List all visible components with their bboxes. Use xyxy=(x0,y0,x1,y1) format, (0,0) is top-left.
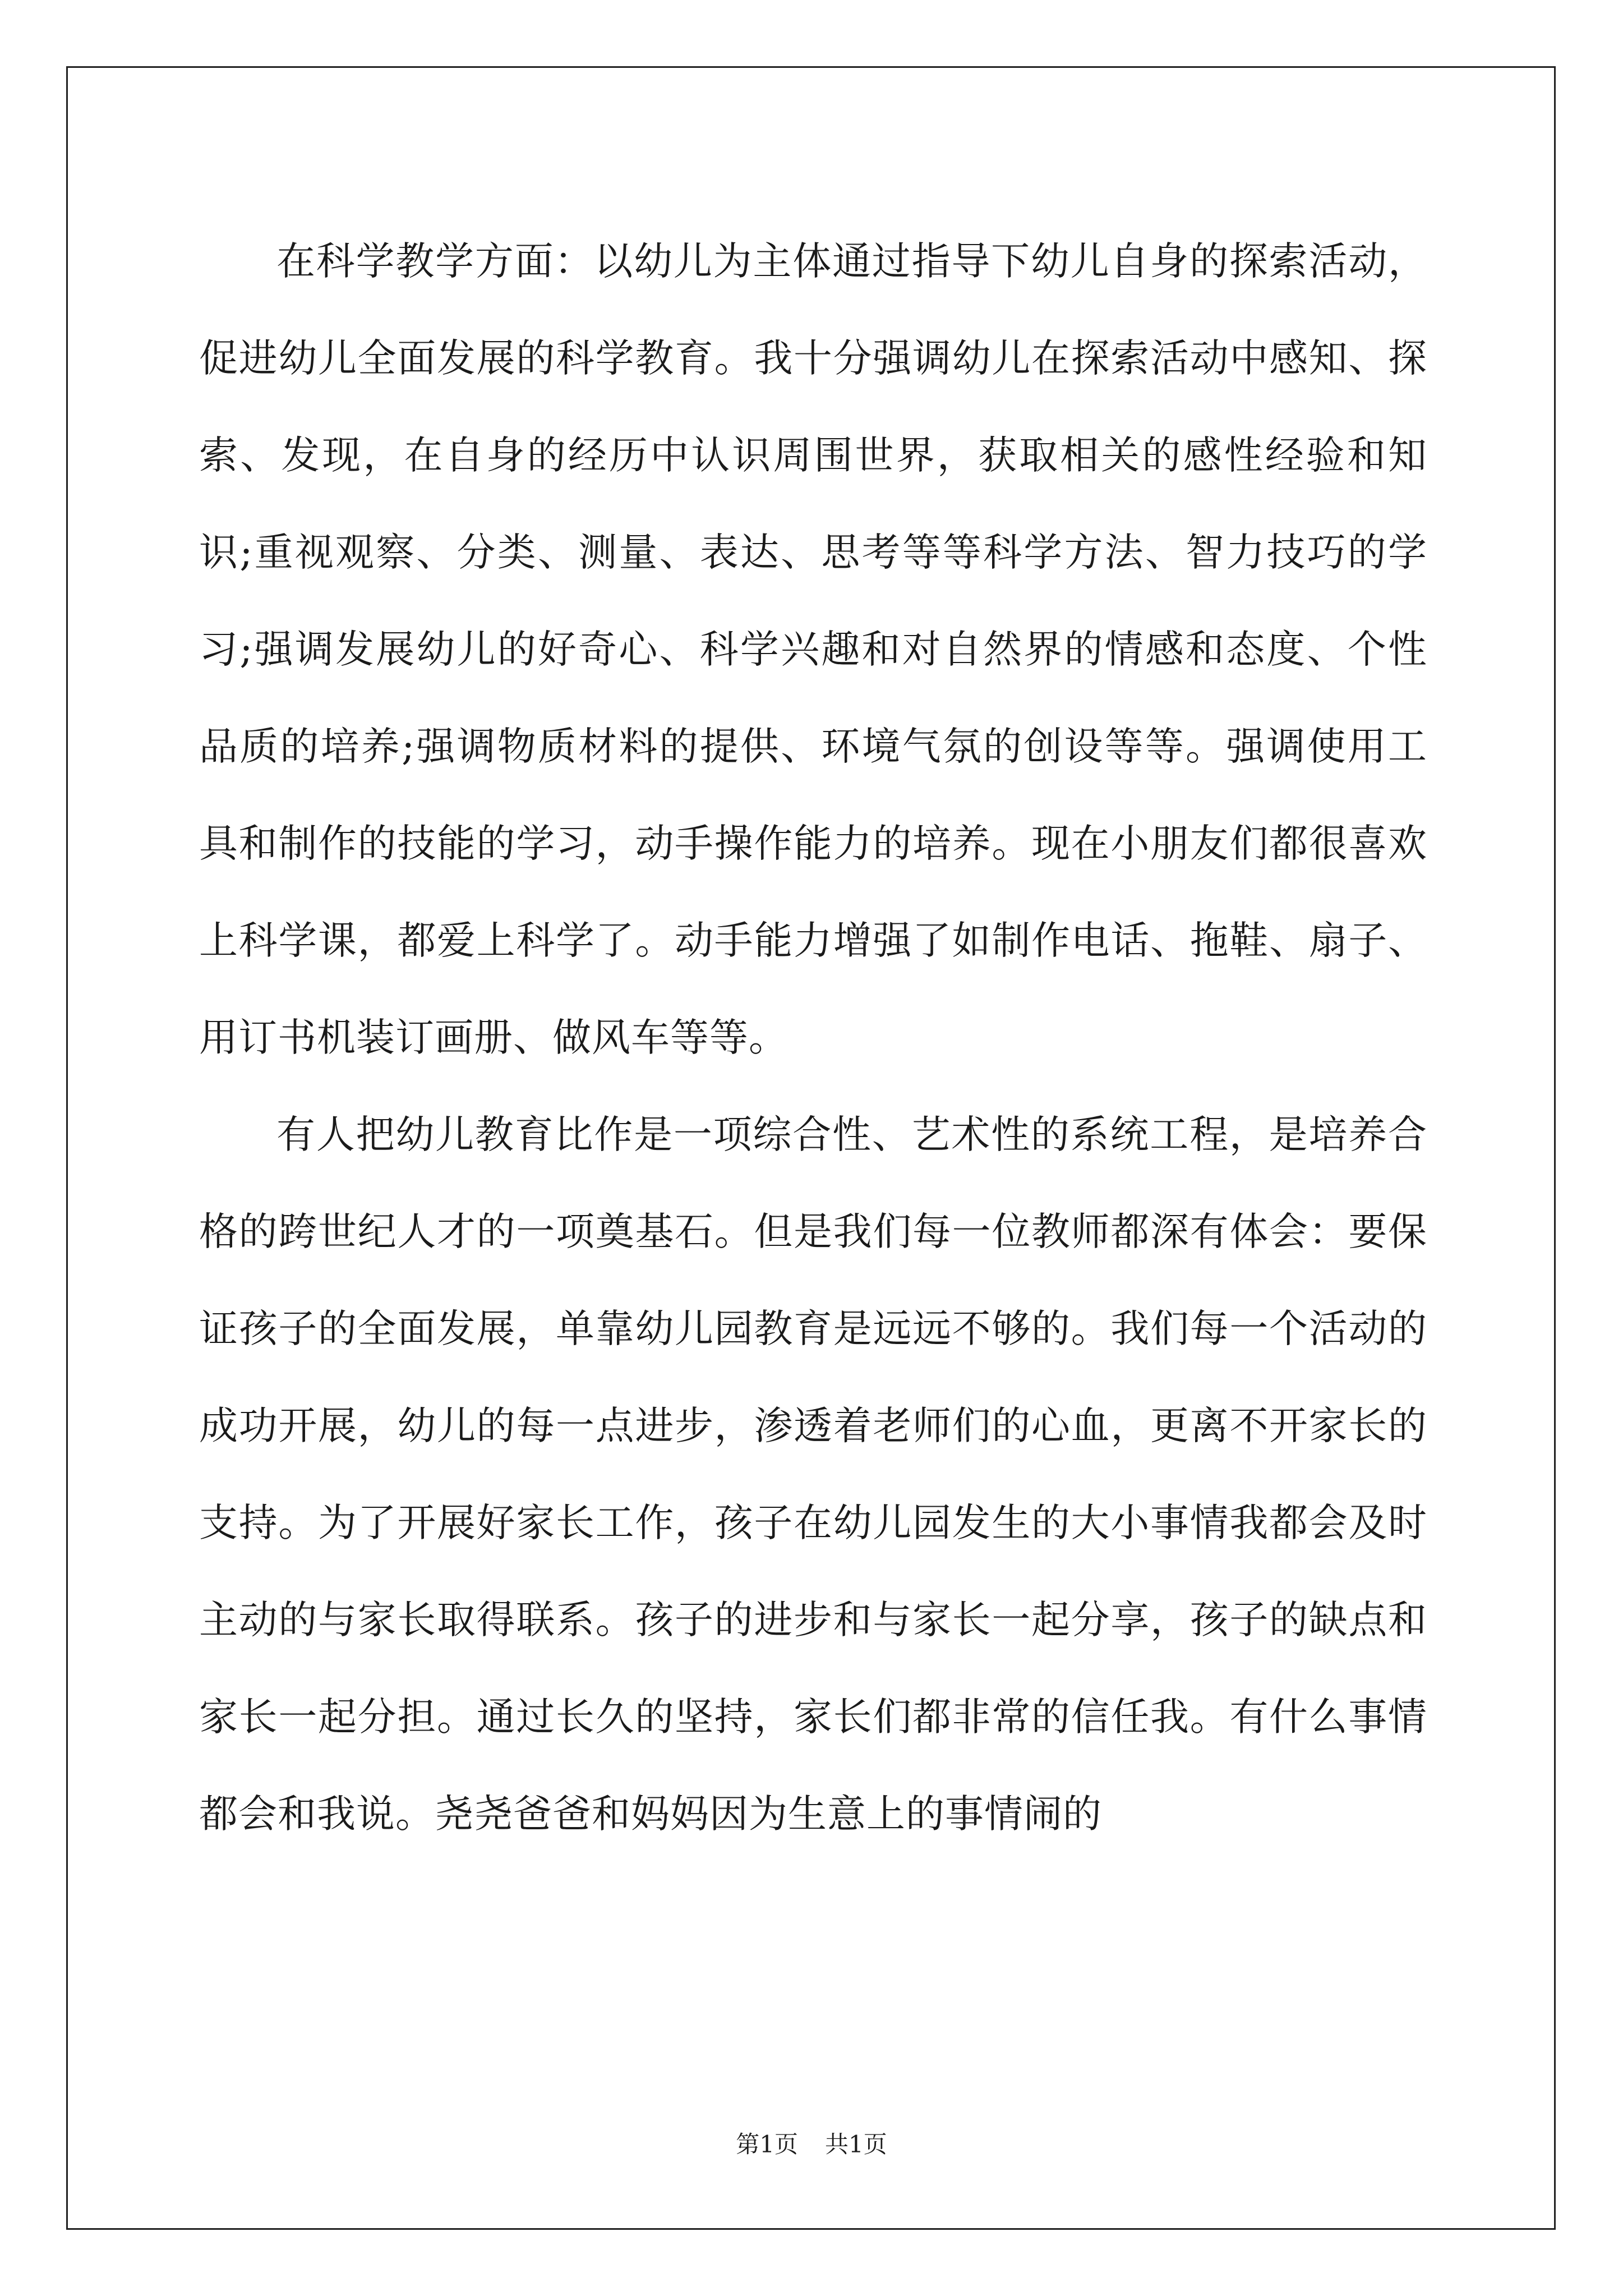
page-footer xyxy=(0,2129,1623,2160)
page-total: 共1页 xyxy=(825,2131,887,2158)
paragraph-science-teaching: 在科学教学方面：以幼儿为主体通过指导下幼儿自身的探索活动，促进幼儿全面发展的科学教育。我十分强调幼儿在探索活动中感知、探索、发现，在自身的经历中认识周围世界，获取相关的感性经验和知识;重视观察、分类、测量、表达、思考等等科学方法、智力技巧的学习;强调发展幼儿的好奇心、科学兴趣和对自然界的情感和态度、个性品质的培养;强调物质材料的提供、环境气氛的创设等等。强调使用工具和制作的技能的学习，动手操作能力的培养。现在小朋友们都很喜欢上科学课，都爱上科学了。动手能力增强了如制作电话、拖鞋、扇子、用订书机装订画册、做风车等等。 xyxy=(199,239,1427,1060)
document-body xyxy=(199,213,1427,1863)
page-number: 第1页 xyxy=(736,2131,798,2158)
paragraph-parent-work: 有人把幼儿教育比作是一项综合性、艺术性的系统工程，是培养合格的跨世纪人才的一项奠基石。但是我们每一位教师都深有体会：要保证孩子的全面发展，单靠幼儿园教育是远远不够的。我们每一个活动的成功开展，幼儿的每一点进步，渗透着老师们的心血，更离不开家长的支持。为了开展好家长工作，孩子在幼儿园发生的大小事情我都会及时主动的与家长取得联系。孩子的进步和与家长一起分享，孩子的缺点和家长一起分担。通过长久的坚持，家长们都非常的信任我。有什么事情都会和我说。尧尧爸爸和妈妈因为生意上的事情闹的 xyxy=(199,1112,1427,1837)
